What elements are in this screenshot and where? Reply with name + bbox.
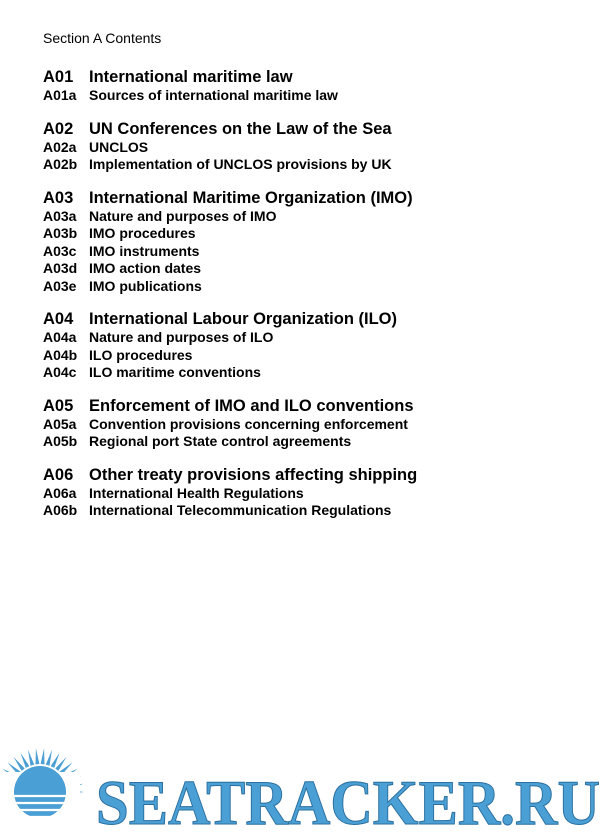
toc-subheading-title: IMO procedures <box>89 225 196 241</box>
toc-subheading-title: Convention provisions concerning enforcement <box>89 415 408 432</box>
toc-subheading-code: A04a <box>43 329 77 345</box>
toc-heading <box>43 396 583 416</box>
toc-section <box>43 465 583 520</box>
toc-subheading <box>43 416 583 434</box>
toc-subheading <box>43 243 583 261</box>
toc-subheading <box>43 278 583 296</box>
toc-subheading-title: Nature and purposes of ILO <box>89 329 274 345</box>
toc-heading-code: A02 <box>43 119 74 138</box>
toc-subheading-code: A06b <box>43 502 78 518</box>
toc-subheading-code: A03d <box>43 260 78 276</box>
toc-subheading-code: A03c <box>43 242 77 259</box>
toc-heading-code: A05 <box>43 396 74 415</box>
toc-subheading-code: A03a <box>43 207 77 224</box>
toc-heading-code: A01 <box>43 68 74 86</box>
toc-heading-code: A03 <box>43 188 74 207</box>
toc-subheading <box>43 87 583 105</box>
table-of-contents <box>43 67 583 534</box>
toc-subheading-code: A02a <box>43 138 77 155</box>
toc-heading <box>43 465 583 485</box>
toc-subheading-title: Nature and purposes of IMO <box>89 207 277 224</box>
toc-subheading-code: A02b <box>43 156 78 172</box>
toc-heading-title: International Labour Organization (ILO) <box>89 310 397 328</box>
toc-subheading-code: A05a <box>43 415 77 432</box>
toc-section <box>43 396 583 451</box>
toc-subheading <box>43 139 583 157</box>
page-header: Section A Contents <box>43 30 162 46</box>
toc-subheading-title: Regional port State control agreements <box>89 433 352 449</box>
toc-subheading-title: Sources of international maritime law <box>89 87 338 103</box>
toc-subheading-code: A03e <box>43 277 77 294</box>
toc-subheading-title: ILO maritime conventions <box>89 364 261 380</box>
watermark <box>0 742 609 836</box>
toc-subheading <box>43 347 583 365</box>
toc-subheading <box>43 502 583 520</box>
watermark-text: SEATRACKER.RU <box>96 767 600 836</box>
toc-section <box>43 67 583 105</box>
toc-subheading <box>43 485 583 503</box>
toc-heading <box>43 188 583 208</box>
toc-heading-code: A04 <box>43 310 74 328</box>
toc-subheading-title: IMO instruments <box>89 242 200 259</box>
toc-subheading-title: IMO action dates <box>89 260 202 276</box>
toc-subheading <box>43 156 583 174</box>
toc-subheading <box>43 329 583 347</box>
toc-subheading-title: ILO procedures <box>89 346 193 363</box>
toc-subheading-code: A06a <box>43 484 77 501</box>
toc-section <box>43 119 583 174</box>
toc-heading-title: International maritime law <box>89 68 293 86</box>
toc-subheading-title: IMO publications <box>89 277 202 294</box>
toc-subheading-code: A01a <box>43 87 77 103</box>
toc-subheading <box>43 260 583 278</box>
toc-heading-title: International Maritime Organization (IMO) <box>89 188 413 207</box>
toc-subheading <box>43 208 583 226</box>
toc-heading-title: UN Conferences on the Law of the Sea <box>89 119 392 138</box>
toc-subheading-code: A05b <box>43 433 78 449</box>
toc-subheading <box>43 364 583 382</box>
toc-subheading <box>43 433 583 451</box>
toc-subheading-title: International Telecommunication Regulations <box>89 502 392 518</box>
toc-subheading <box>43 225 583 243</box>
toc-heading-title: Enforcement of IMO and ILO conventions <box>89 396 414 415</box>
toc-subheading-code: A03b <box>43 225 78 241</box>
toc-section <box>43 188 583 296</box>
toc-heading-code: A06 <box>43 465 74 484</box>
toc-subheading-title: International Health Regulations <box>89 484 304 501</box>
toc-subheading-title: Implementation of UNCLOS provisions by UK <box>89 156 392 172</box>
toc-subheading-code: A04b <box>43 346 78 363</box>
toc-subheading-code: A04c <box>43 364 77 380</box>
toc-heading <box>43 119 583 139</box>
toc-heading <box>43 309 583 329</box>
toc-heading-title: Other treaty provisions affecting shipping <box>89 465 418 484</box>
toc-section <box>43 309 583 382</box>
toc-heading <box>43 67 583 87</box>
sun-icon <box>0 748 84 836</box>
toc-subheading-title: UNCLOS <box>89 138 149 155</box>
